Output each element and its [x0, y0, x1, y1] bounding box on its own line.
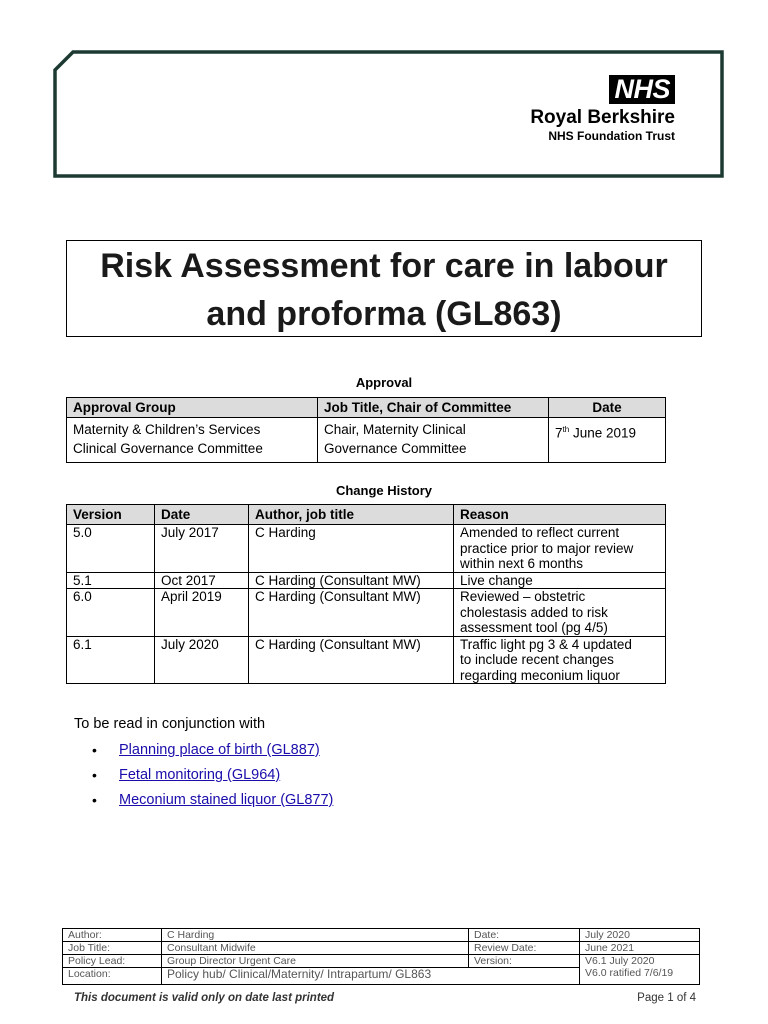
change-history-caption: Change History: [335, 483, 433, 498]
date-rest: June 2019: [569, 425, 636, 441]
version-line: V6.1 July 2020: [585, 955, 655, 967]
trust-subtitle: NHS Foundation Trust: [548, 129, 675, 143]
cell-line: Clinical Governance Committee: [73, 441, 263, 456]
nhs-logo-mark: NHS: [609, 75, 675, 104]
version-cell: 5.1: [67, 572, 155, 589]
column-header: Date: [155, 505, 249, 525]
version-line: V6.0 ratified 7/6/19: [585, 967, 674, 979]
column-header: Version: [67, 505, 155, 525]
footer-label: Location:: [63, 968, 162, 985]
author-cell: C Harding (Consultant MW): [249, 589, 454, 637]
nhs-trust-logo: [520, 75, 675, 143]
date-cell: July 2017: [155, 525, 249, 573]
related-guidelines-list: [92, 738, 333, 813]
reason-line: practice prior to major review: [460, 540, 634, 556]
link-meconium-stained-liquor[interactable]: Meconium stained liquor (GL877): [119, 792, 334, 808]
table-row: [63, 955, 700, 968]
approval-caption: Approval: [355, 375, 413, 390]
validity-note: This document is valid only on date last printed: [74, 992, 335, 1004]
footer-value: Policy hub/ Clinical/Maternity/ Intrapartum/ GL863: [162, 968, 580, 985]
footer-value: July 2020: [580, 929, 700, 942]
date-cell: July 2020: [155, 636, 249, 684]
reason-line: Traffic light pg 3 & 4 updated: [460, 636, 632, 652]
footer-label: Job Title:: [63, 942, 162, 955]
list-item: [92, 788, 333, 813]
cell-line: Governance Committee: [324, 441, 467, 456]
link-fetal-monitoring[interactable]: Fetal monitoring (GL964): [119, 767, 281, 783]
list-item: [92, 763, 333, 788]
column-header: Date: [549, 398, 666, 418]
table-row: [67, 418, 666, 463]
reason-cell: [454, 525, 666, 573]
title-line-1: Risk Assessment for care in labour: [100, 247, 668, 285]
table-row: [67, 636, 666, 684]
table-row: [63, 929, 700, 942]
title-line-2: and proforma (GL863): [206, 295, 562, 333]
version-cell: 5.0: [67, 525, 155, 573]
footer-value: Consultant Midwife: [162, 942, 469, 955]
footer-value: Group Director Urgent Care: [162, 955, 469, 968]
date-suffix: th: [562, 425, 570, 434]
footer-label: Version:: [469, 955, 580, 968]
read-in-conjunction-intro: To be read in conjunction with: [74, 716, 266, 732]
table-row: [63, 942, 700, 955]
author-cell: C Harding: [249, 525, 454, 573]
reason-line: assessment tool (pg 4/5): [460, 620, 608, 635]
author-cell: C Harding (Consultant MW): [249, 572, 454, 589]
page-number: Page 1 of 4: [637, 992, 696, 1004]
date-day: 7: [555, 425, 563, 441]
date-cell: Oct 2017: [155, 572, 249, 589]
approval-table: [66, 397, 666, 463]
table-row: [67, 525, 666, 573]
table-row: [67, 572, 666, 589]
column-header: Job Title, Chair of Committee: [318, 398, 549, 418]
reason-line: Amended to reflect current: [460, 525, 620, 540]
author-cell: C Harding (Consultant MW): [249, 636, 454, 684]
footer-value: [580, 955, 700, 985]
reason-line: regarding meconium liquor: [460, 667, 620, 683]
column-header: Approval Group: [67, 398, 318, 418]
reason-line: Reviewed – obstetric: [460, 589, 586, 604]
footer-value: C Harding: [162, 929, 469, 942]
trust-name: Royal Berkshire: [530, 107, 675, 128]
version-cell: 6.1: [67, 636, 155, 684]
document-title-box: [66, 240, 702, 337]
date-cell: April 2019: [155, 589, 249, 637]
bullet-icon: •: [92, 742, 97, 758]
table-header-row: [67, 505, 666, 525]
column-header: Reason: [454, 505, 666, 525]
reason-line: cholestasis added to risk: [460, 604, 608, 620]
reason-cell: [454, 589, 666, 637]
reason-line: within next 6 months: [460, 556, 584, 571]
cell-line: Maternity & Children’s Services: [73, 422, 261, 437]
change-history-table: [66, 504, 666, 684]
reason-line: to include recent changes: [460, 652, 614, 667]
document-control-footer: [62, 928, 700, 985]
job-title-cell: [318, 418, 549, 463]
list-item: [92, 738, 333, 763]
footer-label: Policy Lead:: [63, 955, 162, 968]
cell-line: Chair, Maternity Clinical: [324, 422, 466, 437]
footer-label: Author:: [63, 929, 162, 942]
bullet-icon: •: [92, 792, 97, 808]
version-cell: 6.0: [67, 589, 155, 637]
approval-date-cell: [549, 418, 666, 463]
bullet-icon: •: [92, 767, 97, 783]
footer-value: June 2021: [580, 942, 700, 955]
table-header-row: [67, 398, 666, 418]
footer-label: Date:: [469, 929, 580, 942]
link-planning-place-of-birth[interactable]: Planning place of birth (GL887): [119, 742, 320, 758]
footer-label: Review Date:: [469, 942, 580, 955]
column-header: Author, job title: [249, 505, 454, 525]
approval-group-cell: [67, 418, 318, 463]
reason-cell: [454, 572, 666, 589]
table-row: [67, 589, 666, 637]
reason-line: Live change: [460, 572, 533, 588]
reason-cell: [454, 636, 666, 684]
